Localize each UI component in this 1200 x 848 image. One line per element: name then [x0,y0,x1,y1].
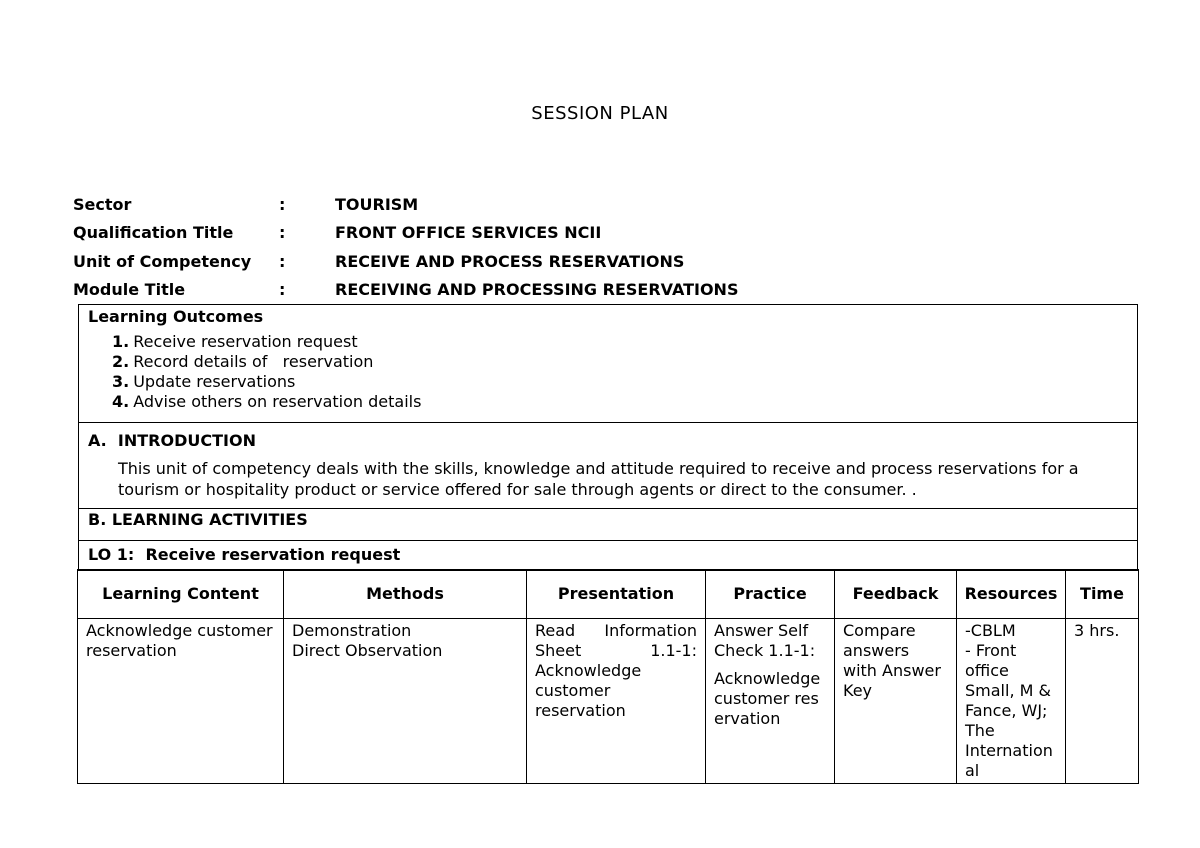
header-feedback: Feedback [835,570,957,619]
module-label: Module Title [73,280,186,300]
sector-value: TOURISM [335,194,419,214]
cell-feedback: Compare answers with Answer Key [835,619,957,784]
list-item [112,352,1128,372]
cell-resources [957,619,1066,784]
module-value: RECEIVING AND PROCESSING RESERVATIONS [335,280,739,300]
sector-colon: : [279,194,286,214]
lo1-heading: LO 1: Receive reservation request [88,545,401,564]
header-presentation: Presentation [527,570,706,619]
header-resources: Resources [957,570,1066,619]
item-text: Receive reservation request [133,332,358,351]
cell-time: 3 hrs. [1066,619,1139,784]
resource-item: - Front office Small, M & Fance, WJ; The International [965,641,1053,780]
introduction-text: This unit of competency deals with the skills, knowledge and attitude required to receive and process reservations for a tourism or hospitality product or service offered for sale through agents or direct to the consumer. . [118,459,1079,499]
item-number: 2. [112,352,130,371]
introduction-heading: A. INTRODUCTION [88,431,256,450]
activities-table [77,569,1139,784]
header-learning-content: Learning Content [78,570,284,619]
introduction-box [78,422,1138,509]
page-title: SESSION PLAN [531,103,669,124]
table-row [78,619,1139,784]
learning-activities-heading: B. LEARNING ACTIVITIES [88,510,308,529]
unit-row [73,247,738,276]
unit-colon: : [279,251,286,271]
header-methods: Methods [284,570,527,619]
item-number: 4. [112,392,130,411]
item-text: Advise others on reservation details [133,392,422,411]
sector-label: Sector [73,194,132,214]
practice-item: Acknowledge customer reservation [714,669,821,728]
learning-activities-box [78,508,1138,541]
method-item: Direct Observation [292,641,443,660]
practice-item: Answer Self Check 1.1-1: [714,621,816,660]
cell-learning-content: Acknowledge customer reservation [78,619,284,784]
learning-outcomes-heading: Learning Outcomes [88,307,264,326]
list-item [112,332,1128,352]
item-text: Record details of reservation [133,352,374,371]
header-practice: Practice [706,570,835,619]
table-header-row [78,570,1139,619]
method-item: Demonstration [292,621,412,640]
resource-item: -CBLM [965,621,1016,640]
header-time: Time [1066,570,1139,619]
module-row [73,276,738,305]
qualification-label: Qualification Title [73,223,234,243]
unit-label: Unit of Competency [73,251,252,271]
plan-details [73,190,738,304]
cell-presentation: Read Information Sheet 1.1-1: Acknowledge customer reservation [527,619,706,784]
item-text: Update reservations [133,372,296,391]
list-item [112,372,1128,392]
cell-practice [706,619,835,784]
qualification-row [73,219,738,248]
qualification-colon: : [279,223,286,243]
sector-row [73,190,738,219]
learning-outcomes-list [88,332,1128,412]
learning-outcomes-box [78,304,1138,423]
lo1-box [78,540,1138,571]
item-number: 3. [112,372,130,391]
item-number: 1. [112,332,130,351]
qualification-value: FRONT OFFICE SERVICES NCII [335,223,602,243]
cell-methods [284,619,527,784]
unit-value: RECEIVE AND PROCESS RESERVATIONS [335,251,685,271]
list-item [112,392,1128,412]
module-colon: : [279,280,286,300]
